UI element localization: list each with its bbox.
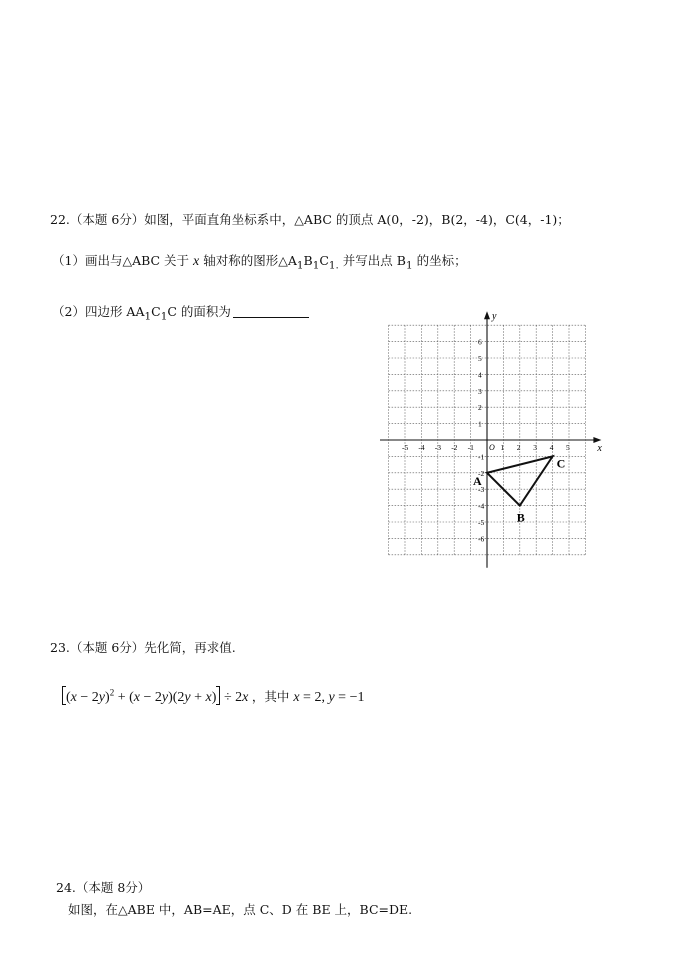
point-label-c: C [556, 456, 566, 471]
x-axis-label: x [597, 443, 602, 454]
axes [380, 311, 601, 568]
x-tick-label: -2 [451, 443, 458, 452]
q22-part1: （1）画出与△ABC 关于 x 轴对称的图形$\triangle A_1B_1C_{1.}$ 并写出点 $B_1$ 的坐标； [52, 253, 467, 272]
x-tick-label: -3 [434, 443, 442, 452]
y-tick-label: -6 [478, 534, 485, 544]
y-tick-label: -3 [478, 485, 485, 495]
y-tick-label: -2 [478, 468, 485, 478]
q24-statement: 如图，在△ABE 中，AB=AE，点 C、D 在 BE 上，BC=DE. [68, 902, 413, 917]
answer-blank[interactable] [233, 305, 309, 318]
q24-title: 24.（本题 8分） [56, 880, 151, 895]
point-label-b: B [516, 510, 525, 525]
q22-part2: （2）四边形 $AA_1C_1C$ 的面积为 [52, 304, 309, 323]
origin-label: O [489, 443, 495, 452]
triangle-outline [487, 456, 553, 505]
y-tick-label: 1 [478, 419, 482, 429]
q23-title: 23.（本题 6分）先化简，再求值. [50, 640, 236, 655]
x-tick-label: 5 [566, 443, 570, 452]
y-tick-label: 4 [478, 370, 482, 380]
x-tick-label: -4 [418, 443, 425, 452]
y-tick-label: -1 [478, 452, 485, 462]
x-tick-label: -5 [402, 443, 409, 452]
y-axis-arrow [484, 311, 490, 319]
y-tick-label: 2 [478, 403, 482, 413]
x-tick-label: 4 [549, 443, 554, 452]
coordinate-grid-figure [380, 305, 605, 580]
q23-expression: $(x - 2y)^2 + (x - 2y)(2y + x) \div 2x$ ，其中 x = 2, y = −1 [62, 686, 364, 707]
right-bracket [216, 686, 220, 705]
y-tick-label: 3 [478, 386, 482, 396]
tick-labels [402, 311, 602, 543]
x-tick-label: 1 [500, 443, 505, 452]
x-tick-label: 2 [516, 443, 521, 452]
y-tick-label: 5 [478, 354, 482, 363]
left-bracket [62, 686, 66, 705]
y-tick-label: -4 [478, 501, 485, 511]
y-axis-label: y [492, 311, 497, 323]
y-tick-label: 6 [478, 337, 482, 347]
x-tick-label: 3 [533, 443, 537, 452]
point-label-a: A [473, 473, 482, 488]
x-tick-label: -1 [467, 443, 474, 452]
y-tick-label: -5 [478, 518, 485, 527]
q22-title: 22.（本题 6分）如图，平面直角坐标系中，△ABC 的顶点 A(0，-2)，B(2，-4)，C(4，-1)； [50, 212, 570, 227]
